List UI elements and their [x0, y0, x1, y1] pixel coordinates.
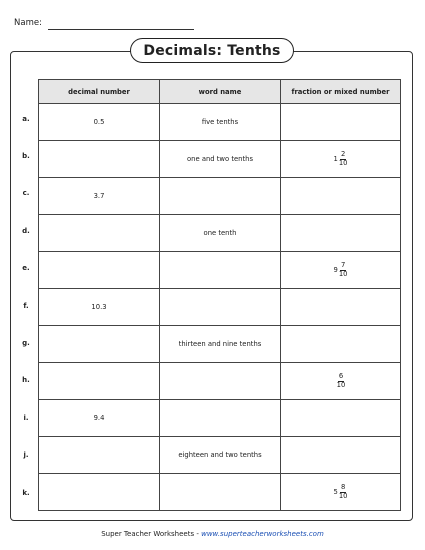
word-name-cell[interactable]: [160, 289, 281, 326]
decimal-cell[interactable]: [39, 326, 160, 363]
mixed-number: [334, 262, 348, 277]
decimal-cell[interactable]: 0.5: [39, 104, 160, 141]
word-name-cell[interactable]: [160, 474, 281, 511]
table-row: [39, 289, 401, 326]
decimal-cell[interactable]: 9.4: [39, 400, 160, 437]
denominator: 10: [336, 380, 346, 389]
decimal-cell[interactable]: [39, 437, 160, 474]
fraction-cell[interactable]: [281, 363, 401, 400]
table-header-row: [39, 80, 401, 104]
fraction-cell[interactable]: [281, 178, 401, 215]
decimal-cell[interactable]: [39, 252, 160, 289]
header-fraction: fraction or mixed number: [281, 80, 401, 104]
table-row: [39, 474, 401, 511]
row-label: h.: [22, 376, 30, 385]
table-row: [39, 400, 401, 437]
fraction-cell[interactable]: [281, 104, 401, 141]
row-label: i.: [23, 413, 29, 422]
whole-part: 9: [333, 266, 338, 274]
decimal-cell[interactable]: [39, 215, 160, 252]
table-row: [39, 437, 401, 474]
name-label: Name:: [14, 18, 42, 28]
name-field[interactable]: [48, 29, 194, 30]
decimal-cell[interactable]: [39, 141, 160, 178]
fraction-stack: [339, 262, 348, 277]
footer-text: Super Teacher Worksheets -: [101, 530, 202, 538]
word-name-cell[interactable]: one and two tenths: [160, 141, 281, 178]
denominator: 10: [338, 158, 348, 167]
header-word-name: word name: [160, 80, 281, 104]
denominator: 10: [338, 491, 348, 500]
mixed-number: [334, 151, 348, 166]
row-label: b.: [22, 152, 30, 161]
word-name-cell[interactable]: [160, 400, 281, 437]
table-row: [39, 363, 401, 400]
fraction-cell[interactable]: [281, 141, 401, 178]
fraction-cell[interactable]: [281, 215, 401, 252]
table-row: [39, 104, 401, 141]
footer: [0, 530, 425, 538]
fraction-stack: [337, 373, 346, 388]
word-name-cell[interactable]: thirteen and nine tenths: [160, 326, 281, 363]
word-name-cell[interactable]: [160, 178, 281, 215]
numerator: 6: [338, 372, 344, 381]
fraction-cell[interactable]: [281, 400, 401, 437]
word-name-cell[interactable]: one tenth: [160, 215, 281, 252]
row-label: j.: [23, 451, 29, 460]
fraction-stack: [339, 151, 348, 166]
numerator: 8: [340, 483, 346, 492]
mixed-number: [336, 373, 346, 388]
fraction-cell[interactable]: [281, 252, 401, 289]
word-name-cell[interactable]: [160, 363, 281, 400]
row-label: c.: [22, 189, 30, 198]
footer-link[interactable]: www.superteacherworksheets.com: [201, 530, 324, 538]
row-labels: [18, 100, 34, 511]
row-label: d.: [22, 226, 30, 235]
fraction-cell[interactable]: [281, 289, 401, 326]
table-row: [39, 141, 401, 178]
decimal-cell[interactable]: 3.7: [39, 178, 160, 215]
table-row: [39, 215, 401, 252]
row-label: f.: [23, 301, 29, 310]
decimal-cell[interactable]: [39, 474, 160, 511]
word-name-cell[interactable]: five tenths: [160, 104, 281, 141]
row-label: g.: [22, 339, 30, 348]
whole-part: 1: [333, 155, 338, 163]
worksheet-title: Decimals: Tenths: [130, 38, 294, 63]
denominator: 10: [338, 269, 348, 278]
worksheet-table: [38, 79, 401, 511]
header-decimal-number: decimal number: [39, 80, 160, 104]
fraction-cell[interactable]: [281, 437, 401, 474]
row-label: k.: [22, 488, 30, 497]
word-name-cell[interactable]: [160, 252, 281, 289]
fraction-stack: [339, 484, 348, 499]
row-label: e.: [22, 264, 30, 273]
decimal-cell[interactable]: 10.3: [39, 289, 160, 326]
table-row: [39, 326, 401, 363]
numerator: 7: [340, 261, 346, 270]
fraction-cell[interactable]: [281, 474, 401, 511]
row-label: a.: [22, 114, 30, 123]
whole-part: 5: [333, 488, 338, 496]
numerator: 2: [340, 150, 346, 159]
fraction-cell[interactable]: [281, 326, 401, 363]
mixed-number: [334, 484, 348, 499]
decimal-cell[interactable]: [39, 363, 160, 400]
word-name-cell[interactable]: eighteen and two tenths: [160, 437, 281, 474]
table-row: [39, 178, 401, 215]
table-row: [39, 252, 401, 289]
